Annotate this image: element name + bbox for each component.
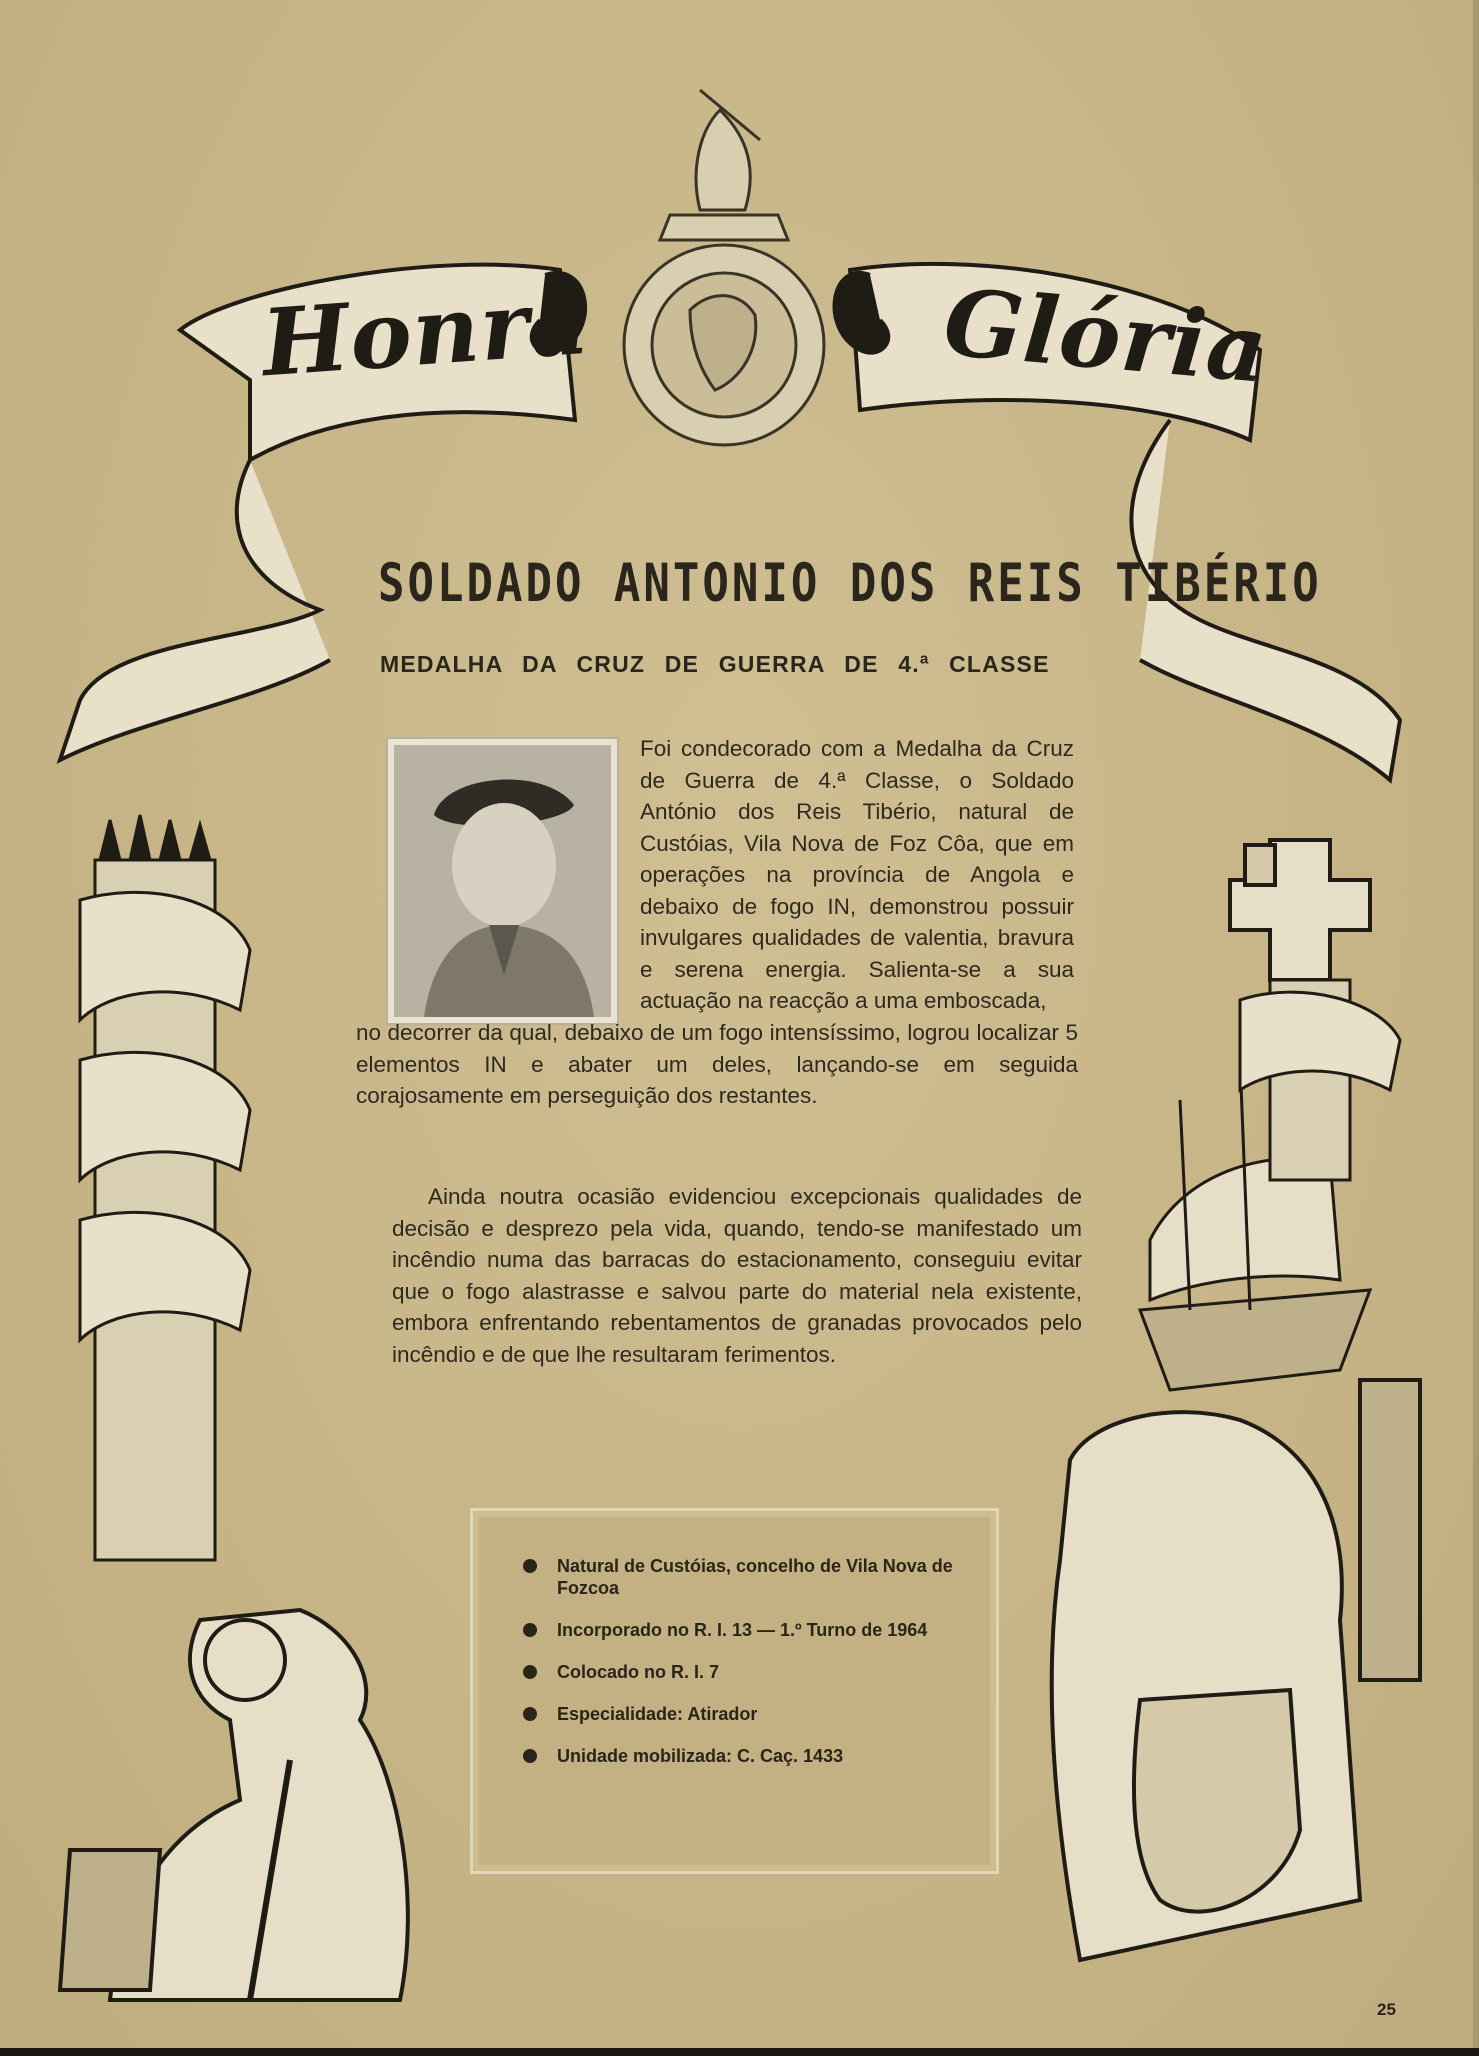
bullet-icon (523, 1623, 537, 1637)
facts-box (470, 1508, 999, 1874)
paragraph-1-bottom: no decorrer da qual, debaixo de um fogo intensíssimo, logrou localizar 5 elementos IN e abater um deles, lançando-se em seguida corajosamente em perseguição dos restantes. (356, 1020, 1078, 1108)
fact-item: Unidade mobilizada: C. Caç. 1433 (523, 1745, 966, 1767)
column-tower-icon (1240, 980, 1400, 1180)
page-number: 25 (1377, 2000, 1396, 2019)
bullet-icon (523, 1707, 537, 1721)
fact-item: Especialidade: Atirador (523, 1703, 966, 1725)
banner-honra: Honra (258, 266, 594, 398)
soldier-portrait-photo (386, 737, 619, 1025)
lion-with-shield-icon (1052, 1380, 1420, 1960)
knight-figure-icon (60, 1610, 408, 2000)
page-edge (1473, 0, 1479, 2056)
page-title: SOLDADO ANTONIO DOS REIS TIBÉRIO (378, 553, 1322, 615)
bullet-icon (523, 1665, 537, 1679)
facts-list (473, 1511, 996, 1767)
fact-item: Colocado no R. I. 7 (523, 1661, 966, 1683)
fact-item: Incorporado no R. I. 13 — 1.º Turno de 1964 (523, 1619, 966, 1641)
paragraph-2: Ainda noutra ocasião evidenciou excepcionais qualidades de decisão e desprezo pela vida, quando, tendo-se manifestado um incêndio numa das barracas do estacionamento, conseguiu evitar que o fogo alastrasse e salvou parte do material nela existente, embora enfrentando rebentamentos de granadas provocados pelo incêndio e de que lhe resultaram ferimentos. (392, 1184, 1082, 1367)
cross-of-christ-icon (1230, 840, 1370, 980)
bottom-border (0, 2048, 1479, 2056)
spear-bundle-icon (80, 815, 250, 1560)
bullet-icon (523, 1559, 537, 1573)
crest-lion-emblem-icon (624, 90, 824, 445)
medal-subtitle: MEDALHA DA CRUZ DE GUERRA DE 4.ª CLASSE (380, 651, 1050, 677)
soldier-portrait-icon (394, 745, 611, 1017)
paragraph-1-top: Foi condecorado com a Medalha da Cruz de Guerra de 4.ª Classe, o Soldado António dos Reis Tibério, natural de Custóias, Vila Nova de Foz Côa, que em operações na província de Angola e debaixo de fogo IN, demonstrou possuir invulgares qualidades de valentia, bravura e serena energia. Salienta-se a sua actuação na reacção a uma emboscada, (640, 736, 1074, 1013)
bullet-icon (523, 1749, 537, 1763)
banner-gloria: Glória (939, 268, 1273, 404)
fact-item: Natural de Custóias, concelho de Vila Nova de Fozcoa (523, 1555, 966, 1599)
